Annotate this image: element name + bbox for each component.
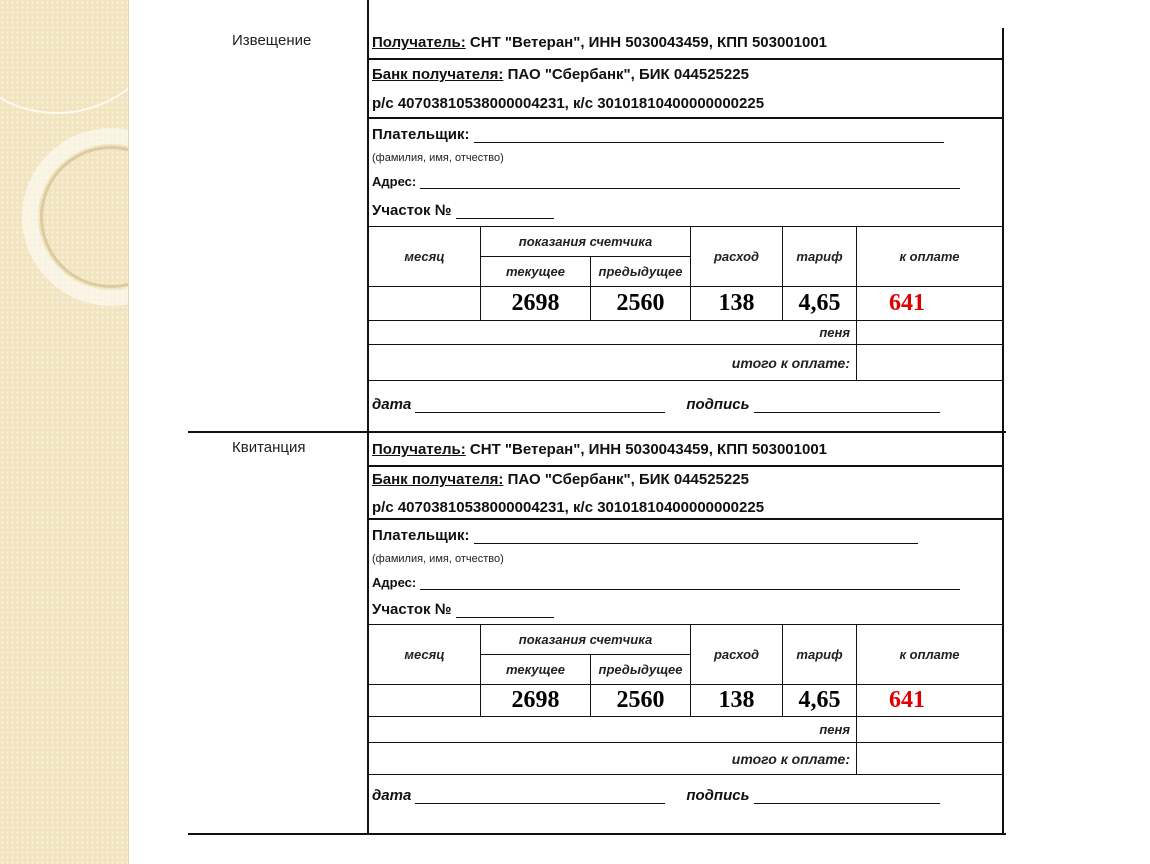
month-cell[interactable] xyxy=(369,685,481,717)
amount-to-pay: 641 xyxy=(857,287,1003,321)
signature-fill-line[interactable] xyxy=(754,789,940,804)
col-current-header: текущее xyxy=(481,655,591,685)
row-divider xyxy=(368,518,1004,520)
payer-hint: (фамилия, имя, отчество) xyxy=(372,152,504,164)
penalty-value[interactable] xyxy=(857,321,1003,345)
col-readings-header: показания счетчика xyxy=(481,625,691,655)
recipient-label: Получатель: xyxy=(372,34,466,51)
payment-form xyxy=(188,0,1006,864)
row-divider xyxy=(368,465,1004,467)
payer-fill-line[interactable] xyxy=(474,128,944,143)
col-consumption-header: расход xyxy=(691,625,783,685)
address-row xyxy=(372,575,960,590)
col-month-header: месяц xyxy=(369,625,481,685)
address-label: Адрес: xyxy=(372,575,417,590)
col-to-pay-header: к оплате xyxy=(857,227,1003,287)
penalty-label: пеня xyxy=(369,717,857,743)
plot-label: Участок № xyxy=(372,601,452,618)
col-month-header: месяц xyxy=(369,227,481,287)
recipient-row xyxy=(372,34,827,51)
consumption-value: 138 xyxy=(691,287,783,321)
date-fill-line[interactable] xyxy=(415,398,665,413)
previous-reading: 2560 xyxy=(591,685,691,717)
plot-label: Участок № xyxy=(372,202,452,219)
col-consumption-header: расход xyxy=(691,227,783,287)
date-signature-row xyxy=(372,787,940,804)
current-reading: 2698 xyxy=(481,685,591,717)
date-fill-line[interactable] xyxy=(415,789,665,804)
bank-text: ПАО "Сбербанк", БИК 044525225 xyxy=(503,471,749,488)
meter-table xyxy=(368,624,1003,775)
total-label: итого к оплате: xyxy=(369,345,857,381)
col-readings-header: показания счетчика xyxy=(481,227,691,257)
recipient-text: СНТ "Ветеран", ИНН 5030043459, КПП 503001001 xyxy=(465,34,828,51)
payer-label: Плательщик: xyxy=(372,126,470,143)
penalty-value[interactable] xyxy=(857,717,1003,743)
payer-row xyxy=(372,126,944,143)
payer-row xyxy=(372,527,918,544)
col-previous-header: предыдущее xyxy=(591,655,691,685)
amount-to-pay: 641 xyxy=(857,685,1003,717)
col-current-header: текущее xyxy=(481,257,591,287)
decorative-ring xyxy=(0,0,129,114)
accounts-row: р/с 40703810538000004231, к/с 30101810400000000225 xyxy=(372,499,765,516)
bank-text: ПАО "Сбербанк", БИК 044525225 xyxy=(503,66,749,83)
row-divider xyxy=(368,117,1004,119)
bank-row xyxy=(372,471,749,488)
decorative-side-panel xyxy=(0,0,129,864)
plot-fill-line[interactable] xyxy=(456,603,554,618)
meter-table xyxy=(368,226,1003,381)
plot-row xyxy=(372,202,554,219)
plot-row xyxy=(372,601,554,618)
payer-hint: (фамилия, имя, отчество) xyxy=(372,553,504,565)
address-fill-line[interactable] xyxy=(420,575,960,590)
section-title: Квитанция xyxy=(232,439,306,456)
bank-row xyxy=(372,66,749,83)
recipient-row xyxy=(372,441,827,458)
address-row xyxy=(372,174,960,189)
consumption-value: 138 xyxy=(691,685,783,717)
notice-section xyxy=(188,0,1006,431)
recipient-label: Получатель: xyxy=(372,441,466,458)
col-tariff-header: тариф xyxy=(783,227,857,287)
address-label: Адрес: xyxy=(372,174,417,189)
col-previous-header: предыдущее xyxy=(591,257,691,287)
receipt-section xyxy=(188,431,1006,834)
total-label: итого к оплате: xyxy=(369,743,857,775)
signature-label: подпись xyxy=(686,787,750,804)
tariff-value: 4,65 xyxy=(783,287,857,321)
payer-fill-line[interactable] xyxy=(474,529,918,544)
date-signature-row xyxy=(372,396,940,413)
signature-label: подпись xyxy=(686,396,750,413)
payer-label: Плательщик: xyxy=(372,527,470,544)
date-label: дата xyxy=(372,787,412,804)
date-label: дата xyxy=(372,396,412,413)
col-to-pay-header: к оплате xyxy=(857,625,1003,685)
total-value[interactable] xyxy=(857,345,1003,381)
recipient-text: СНТ "Ветеран", ИНН 5030043459, КПП 503001001 xyxy=(465,441,828,458)
bank-label: Банк получателя: xyxy=(372,471,504,488)
address-fill-line[interactable] xyxy=(420,174,960,189)
col-tariff-header: тариф xyxy=(783,625,857,685)
plot-fill-line[interactable] xyxy=(456,204,554,219)
month-cell[interactable] xyxy=(369,287,481,321)
current-reading: 2698 xyxy=(481,287,591,321)
previous-reading: 2560 xyxy=(591,287,691,321)
bank-label: Банк получателя: xyxy=(372,66,504,83)
signature-fill-line[interactable] xyxy=(754,398,940,413)
total-value[interactable] xyxy=(857,743,1003,775)
row-divider xyxy=(368,58,1004,60)
section-title: Извещение xyxy=(232,32,312,49)
accounts-row: р/с 40703810538000004231, к/с 30101810400000000225 xyxy=(372,95,765,112)
penalty-label: пеня xyxy=(369,321,857,345)
tariff-value: 4,65 xyxy=(783,685,857,717)
